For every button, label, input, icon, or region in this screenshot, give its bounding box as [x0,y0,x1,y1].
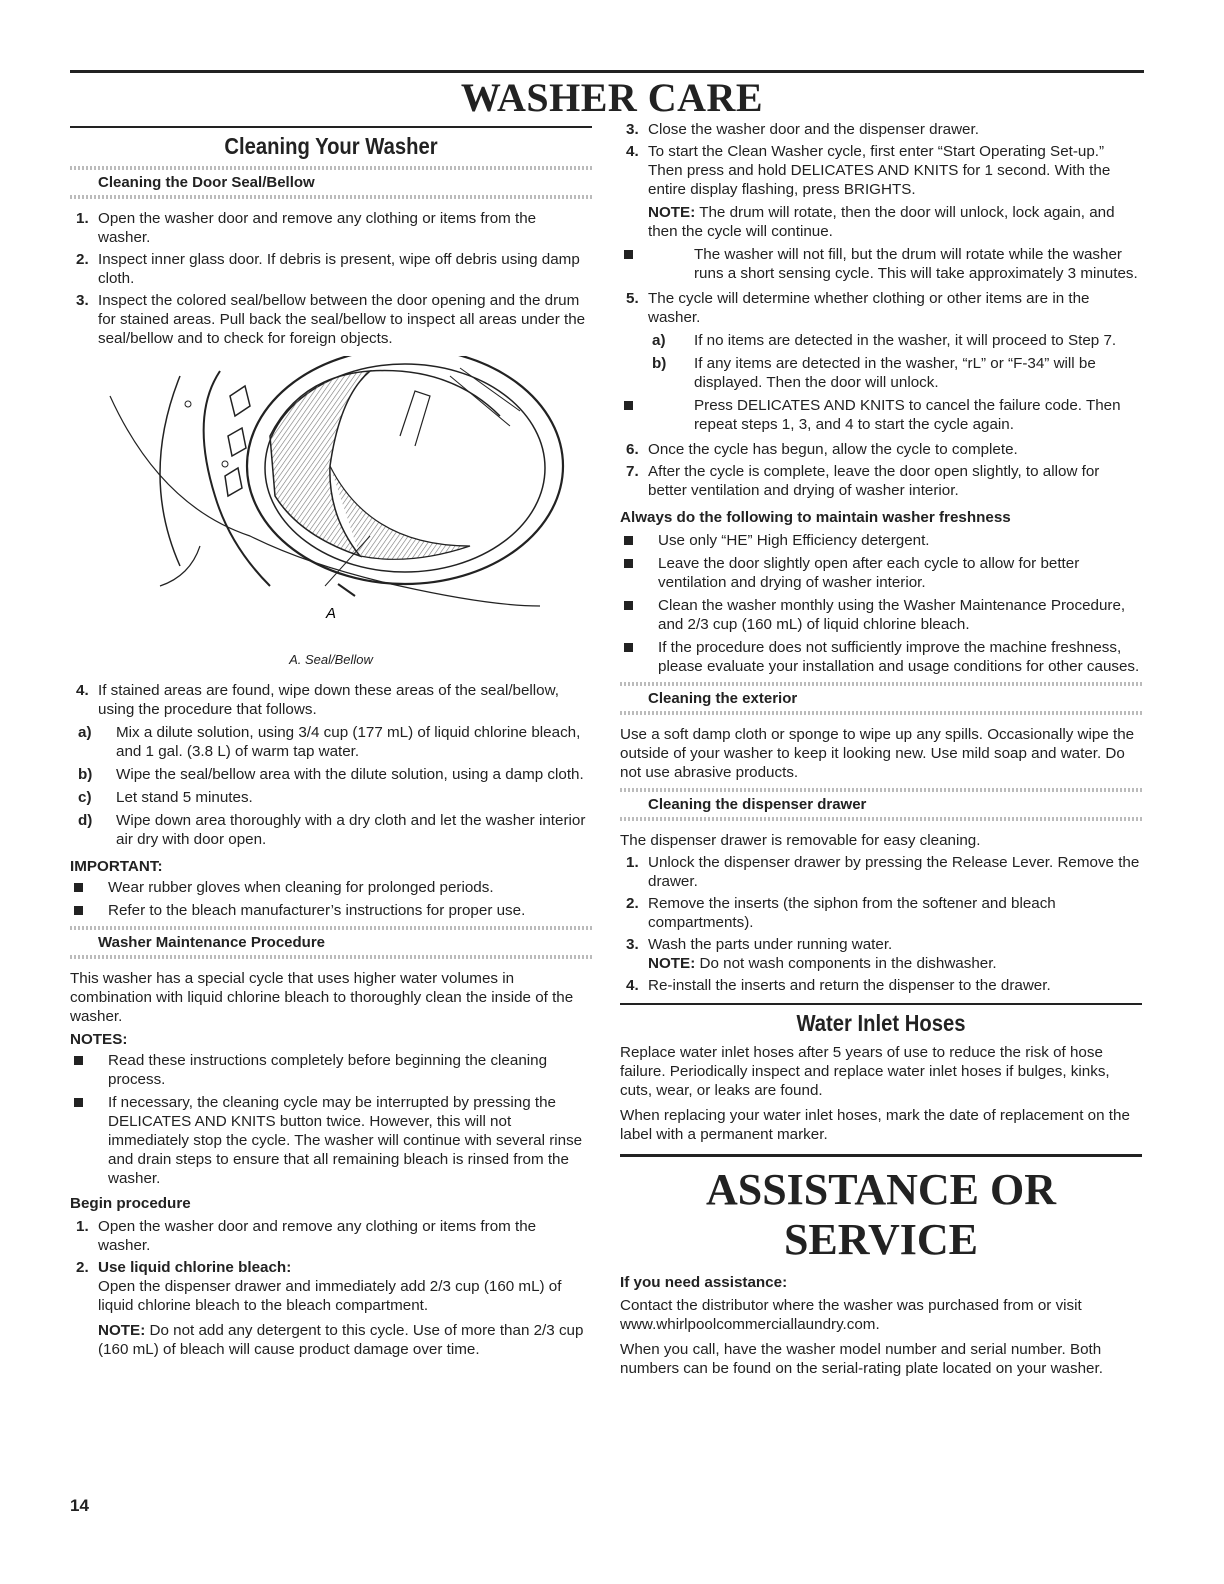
list-item: 1. Unlock the dispenser drawer by pressing the Release Lever. Remove the drawer. [626,854,1140,890]
list-item: 4. Re-install the inserts and return the dispenser to the drawer. [626,977,1051,994]
list-item: If the procedure does not sufficiently improve the machine freshness, please evaluate your installation and usage conditions for other causes. [620,638,1142,676]
freshness-label: Always do the following to maintain washer freshness [620,509,1011,526]
list-item: Clean the washer monthly using the Washer Maintenance Procedure, and 2/3 cup (160 mL) of liquid chlorine bleach. [620,596,1142,634]
list-item: If necessary, the cleaning cycle may be interrupted by pressing the DELICATES AND KNITS button twice. However, this will not immediately stop the cycle. The washer will continue with several rinse and drain steps to ensure that all remaining bleach is rinsed from the washer. [70,1093,592,1188]
list-item: 1. Open the washer door and remove any clothing or items from the washer. [76,210,537,246]
section-title-cleaning: Cleaning Your Washer [224,133,438,159]
list-item: c) Let stand 5 minutes. [78,789,253,806]
list-item: 3. Close the washer door and the dispenser drawer. [626,121,979,138]
dispenser-intro: The dispenser drawer is removable for easy cleaning. [620,832,981,849]
hoses-text-2: When replacing your water inlet hoses, mark the date of replacement on the label with a permanent marker. [620,1106,1130,1143]
begin-steps [70,1217,592,1359]
seal-bellow-illustration [70,356,592,646]
list-item: a) Mix a dilute solution, using 3/4 cup (177 mL) of liquid chlorine bleach, and 1 gal. (3.8 L) of warm tap water. [78,724,581,760]
subheading-maintenance: Washer Maintenance Procedure [70,926,592,959]
important-label: IMPORTANT: [70,858,163,875]
freshness-list [620,531,1142,676]
bullet-list [620,245,1142,283]
list-item: b) If any items are detected in the washer, “rL” or “F-34” will be displayed. Then the door will unlock. [652,355,1096,391]
top-rule [70,70,1144,73]
section-title-hoses: Water Inlet Hoses [796,1009,966,1036]
list-item: 4. To start the Clean Washer cycle, first enter “Start Operating Set-up.” Then press and hold DELICATES AND KNITS for 1 second. With the entire display flashing, press BRIGHTS. NOTE: The drum will rotate, then the door will unlock, lock again, and then the cycle will continue. The washer will not fill, but the drum will rotate while the washer runs a short sensing cycle. This will take approximately 3 minutes. [620,142,1142,283]
list-item: 6. Once the cycle has begun, allow the cycle to complete. [626,441,1018,458]
dispenser-steps [620,853,1142,995]
page-number: 14 [70,1496,89,1515]
notes-label: NOTES: [70,1031,128,1048]
bullet-list [620,396,1142,434]
door-seal-steps [70,209,592,348]
list-item: 1. Open the washer door and remove any clothing or items from the washer. [76,1218,537,1254]
section-rule [620,1154,1142,1157]
list-item: Leave the door slightly open after each cycle to allow for better ventilation and drying of washer interior. [620,554,1142,592]
exterior-text: Use a soft damp cloth or sponge to wipe up any spills. Occasionally wipe the outside of your washer to keep it looking new. Use mild soap and water. Do not use abrasive products. [620,726,1135,781]
list-item: 7. After the cycle is complete, leave the door open slightly, to allow for better ventilation and drying of washer interior. [626,463,1100,499]
list-item: 2. Inspect inner glass door. If debris is present, wipe off debris using damp cloth. [76,251,580,287]
list-item: 5. The cycle will determine whether clothing or other items are in the washer. a) If no items are detected in the washer, it will proceed to Step 7. b) If any items are detected in the washer, “rL” or “F-34” will be displayed. Then the door will unlock. Press DELICATES AND KNITS to cancel the failure code. Then repeat steps 1, 3, and 4 to start the cycle again. [620,289,1142,434]
hoses-text-1: Replace water inlet hoses after 5 years of use to reduce the risk of hose failure. Periodically inspect and replace water inlet hoses if bulges, kinks, cuts, wear, or leaks are found. [620,1043,1110,1099]
list-item: b) Wipe the seal/bellow area with the dilute solution, using a damp cloth. [78,766,584,783]
assistance-title: ASSISTANCE OR SERVICE [705,1164,1057,1264]
list-item: Refer to the bleach manufacturer’s instructions for proper use. [70,901,592,920]
figure-caption: A. Seal/Bellow [289,652,373,667]
list-item: Wear rubber gloves when cleaning for prolonged periods. [70,878,592,897]
list-item: d) Wipe down area thoroughly with a dry cloth and let the washer interior air dry with door open. [78,812,586,848]
list-item: 3. Inspect the colored seal/bellow between the door opening and the drum for stained areas. Pull back the seal/bellow to inspect all areas under the seal/bellow and to check for foreign objects. [76,292,586,347]
list-item: Press DELICATES AND KNITS to cancel the failure code. Then repeat steps 1, 3, and 4 to start the cycle again. [620,396,1142,434]
cycle-steps [620,120,1142,500]
list-item: 2. Remove the inserts (the siphon from the softener and bleach compartments). [626,895,1056,931]
list-item: 2. Use liquid chlorine bleach: Open the dispenser drawer and immediately add 2/3 cup (160 mL) of liquid chlorine bleach to the bleach compartment. NOTE: Do not add any detergent to this cycle. Use of more than 2/3 cup (160 mL) of bleach will cause product damage over time. [70,1258,592,1359]
note: NOTE: Do not wash components in the dishwasher. [648,955,997,972]
right-column [620,120,1142,1378]
subheading-exterior: Cleaning the exterior [620,682,1142,715]
door-seal-step-4 [70,681,592,849]
page-title: WASHER CARE [460,75,764,120]
important-list [70,878,592,920]
maintenance-intro: This washer has a special cycle that uses higher water volumes in combination with liquid chlorine bleach to thoroughly clean the inside of the washer. [70,970,574,1025]
note: NOTE: Do not add any detergent to this cycle. Use of more than 2/3 cup (160 mL) of bleach will cause product damage over time. [98,1322,584,1358]
list-item: a) If no items are detected in the washer, it will proceed to Step 7. [652,332,1117,349]
assistance-text-1: Contact the distributor where the washer was purchased from or visit www.whirlpoolcommerciallaundry.com. [620,1296,1082,1333]
sub-steps [620,331,1142,392]
begin-procedure-label: Begin procedure [70,1195,191,1212]
assistance-heading: If you need assistance: [620,1273,788,1291]
sub-steps [70,723,592,849]
figure-label-a: A [325,605,337,622]
left-column [70,126,592,1367]
note: NOTE: The drum will rotate, then the door will unlock, lock again, and then the cycle will continue. [648,204,1115,240]
washer-door-drawing [70,356,592,646]
list-item: 4. If stained areas are found, wipe down these areas of the seal/bellow, using the procedure that follows. a) Mix a dilute solution, using 3/4 cup (177 mL) of liquid chlorine bleach, and 1 gal. (3.8 L) of warm tap water. b) Wipe the seal/bellow area with the dilute solution, using a damp cloth. c) Let stand 5 minutes. d) Wipe down area thoroughly with a dry cloth and let the washer interior air dry with door open. [70,681,592,849]
list-item: The washer will not fill, but the drum will rotate while the washer runs a short sensing cycle. This will take approximately 3 minutes. [620,245,1142,283]
list-item: 3. Wash the parts under running water. NOTE: Do not wash components in the dishwasher. [620,935,1142,973]
section-rule [70,126,592,128]
notes-list [70,1051,592,1188]
subheading-dispenser: Cleaning the dispenser drawer [620,788,1142,821]
subheading-door-seal: Cleaning the Door Seal/Bellow [70,166,592,199]
section-rule [620,1003,1142,1005]
list-item: Use only “HE” High Efficiency detergent. [620,531,1142,550]
list-item: Read these instructions completely before beginning the cleaning process. [70,1051,592,1089]
assistance-text-2: When you call, have the washer model number and serial number. Both numbers can be found on the serial-rating plate located on your washer. [620,1340,1103,1377]
